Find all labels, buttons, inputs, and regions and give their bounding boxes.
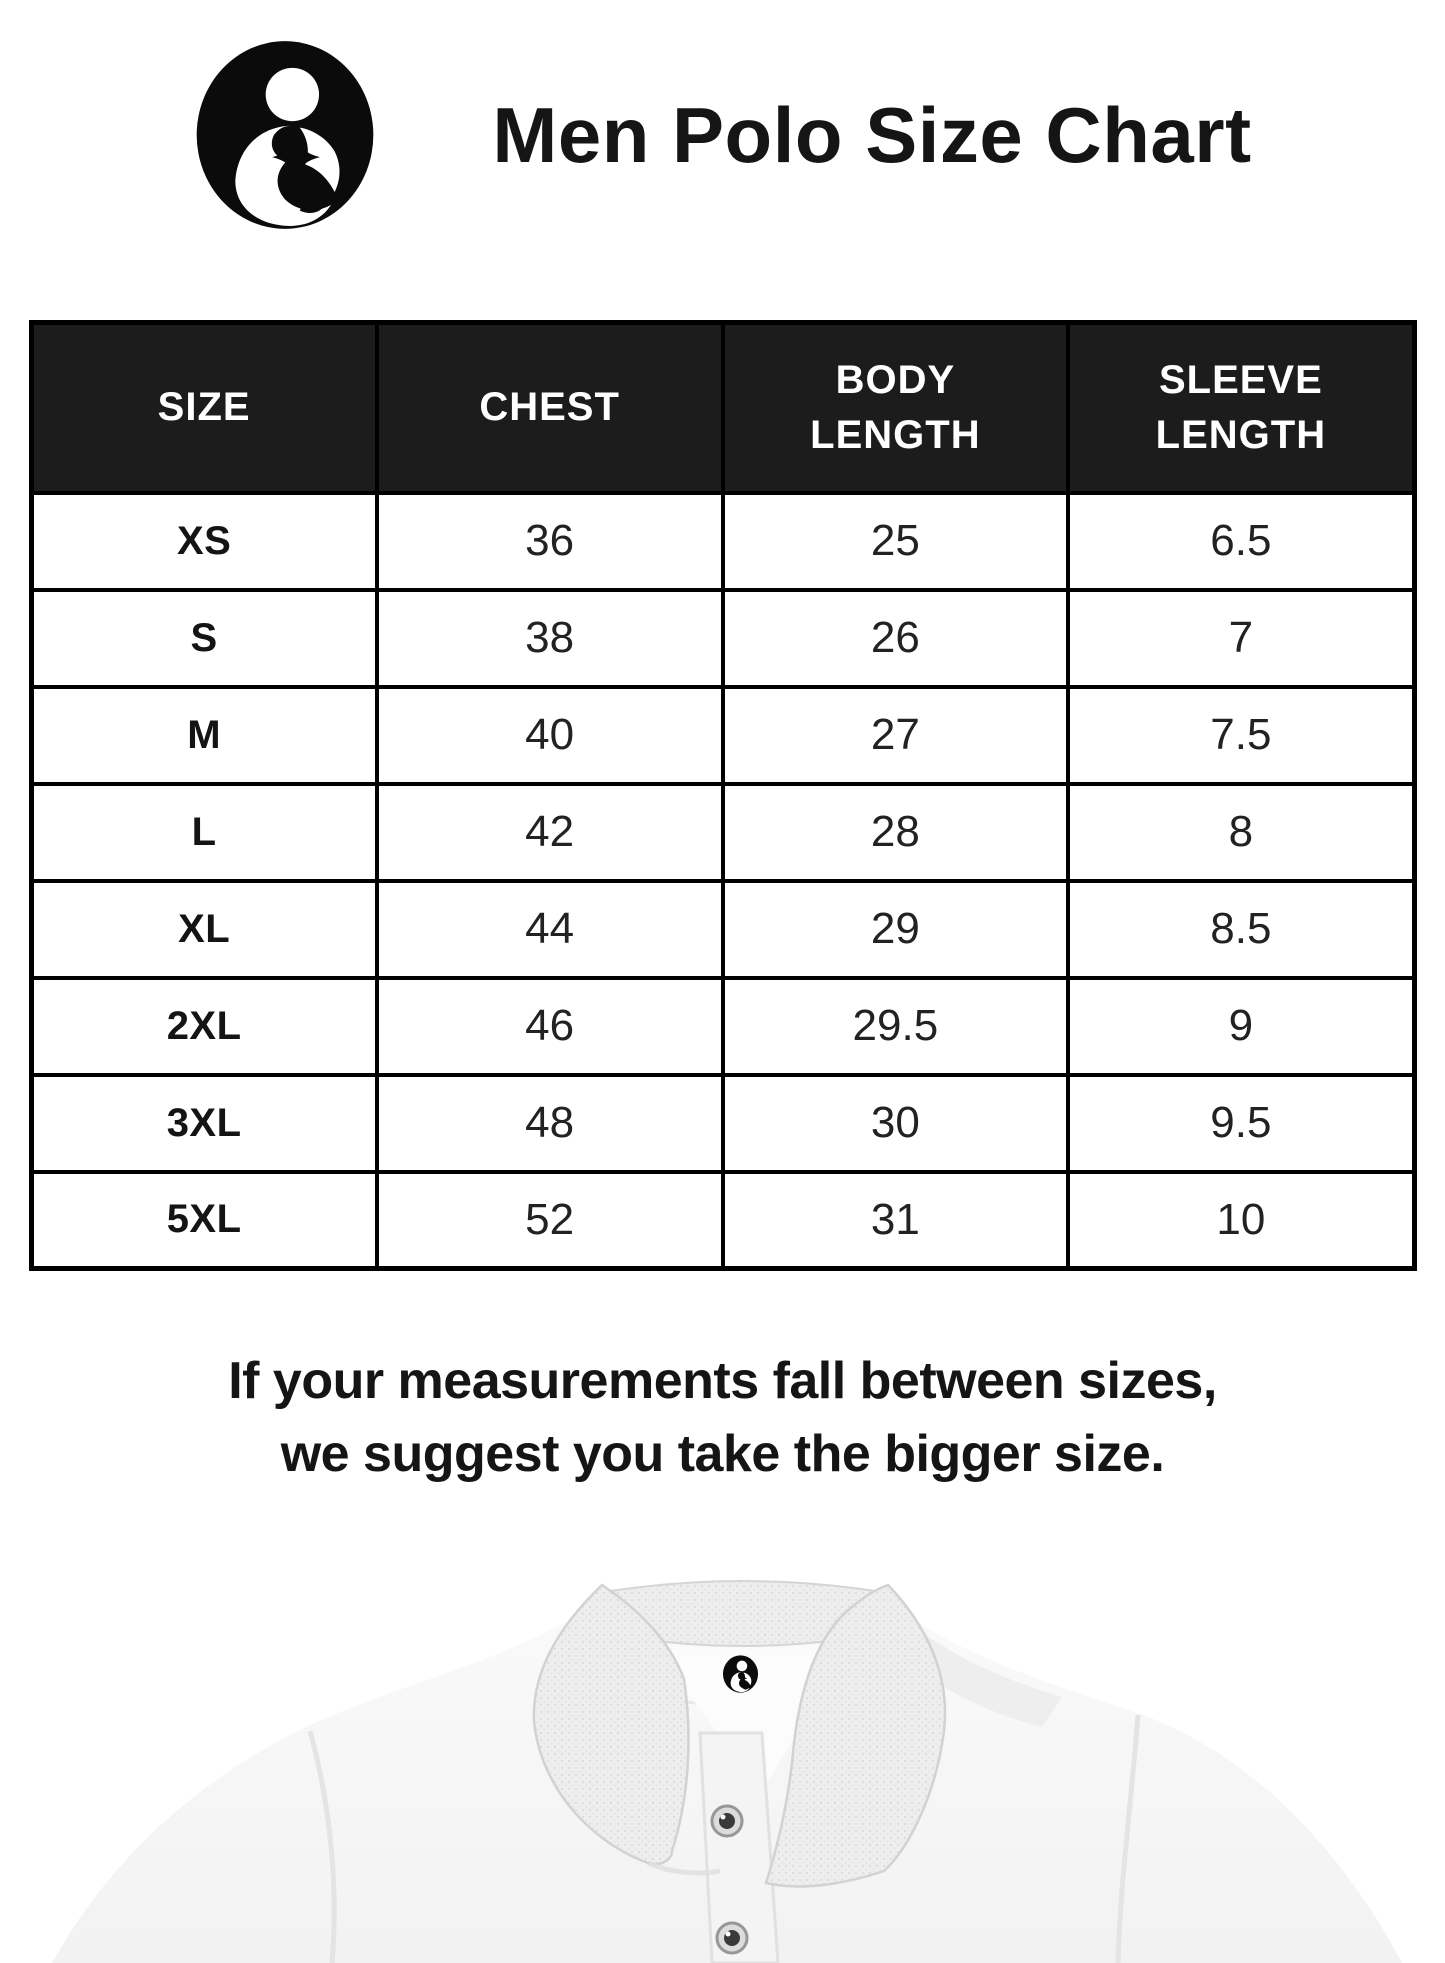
body-length-cell: 29.5 (723, 978, 1069, 1075)
size-cell: M (31, 687, 377, 784)
table-row (31, 978, 1414, 1075)
sleeve-length-cell: 8.5 (1068, 881, 1414, 978)
sleeve-length-cell: 6.5 (1068, 493, 1414, 590)
header-cell-body-length: BODY LENGTH (723, 323, 1069, 493)
chest-cell: 38 (377, 590, 723, 687)
table-row (31, 1075, 1414, 1172)
brand-logo-icon (193, 37, 377, 233)
sleeve-length-cell: 10 (1068, 1172, 1414, 1269)
sleeve-length-cell: 7.5 (1068, 687, 1414, 784)
sleeve-length-cell: 9 (1068, 978, 1414, 1075)
sleeve-length-cell: 7 (1068, 590, 1414, 687)
chest-cell: 36 (377, 493, 723, 590)
table-row (31, 784, 1414, 881)
collar-button (712, 1806, 742, 1836)
chest-cell: 44 (377, 881, 723, 978)
size-cell: 3XL (31, 1075, 377, 1172)
body-length-cell: 26 (723, 590, 1069, 687)
sizing-note-line-1: If your measurements fall between sizes, (228, 1352, 1217, 1410)
body-length-cell: 25 (723, 493, 1069, 590)
chest-cell: 46 (377, 978, 723, 1075)
chest-cell: 52 (377, 1172, 723, 1269)
table-row (31, 590, 1414, 687)
size-cell: 5XL (31, 1172, 377, 1269)
chest-cell: 48 (377, 1075, 723, 1172)
size-chart-table (29, 320, 1417, 1271)
table-row (31, 687, 1414, 784)
sleeve-length-cell: 8 (1068, 784, 1414, 881)
chest-cell: 40 (377, 687, 723, 784)
polo-shirt-image (0, 1563, 1445, 1963)
chest-cell: 42 (377, 784, 723, 881)
body-length-cell: 27 (723, 687, 1069, 784)
header-cell-sleeve-length: SLEEVE LENGTH (1068, 323, 1414, 493)
page-title: Men Polo Size Chart (492, 90, 1252, 179)
header-cell-chest: CHEST (377, 323, 723, 493)
size-cell: XS (31, 493, 377, 590)
size-cell: L (31, 784, 377, 881)
sizing-note (0, 1345, 1445, 1491)
table-row (31, 1172, 1414, 1269)
table-header-row (31, 323, 1414, 493)
brand-header (0, 36, 1445, 234)
collar-button (717, 1923, 747, 1953)
sleeve-length-cell: 9.5 (1068, 1075, 1414, 1172)
collar-brand-logo-icon (723, 1655, 758, 1692)
table-row (31, 493, 1414, 590)
size-cell: XL (31, 881, 377, 978)
sizing-note-line-2: we suggest you take the bigger size. (280, 1425, 1165, 1483)
body-length-cell: 28 (723, 784, 1069, 881)
header-cell-size: SIZE (31, 323, 377, 493)
page (0, 36, 1445, 1963)
body-length-cell: 30 (723, 1075, 1069, 1172)
size-cell: 2XL (31, 978, 377, 1075)
body-length-cell: 29 (723, 881, 1069, 978)
table-row (31, 881, 1414, 978)
body-length-cell: 31 (723, 1172, 1069, 1269)
size-cell: S (31, 590, 377, 687)
